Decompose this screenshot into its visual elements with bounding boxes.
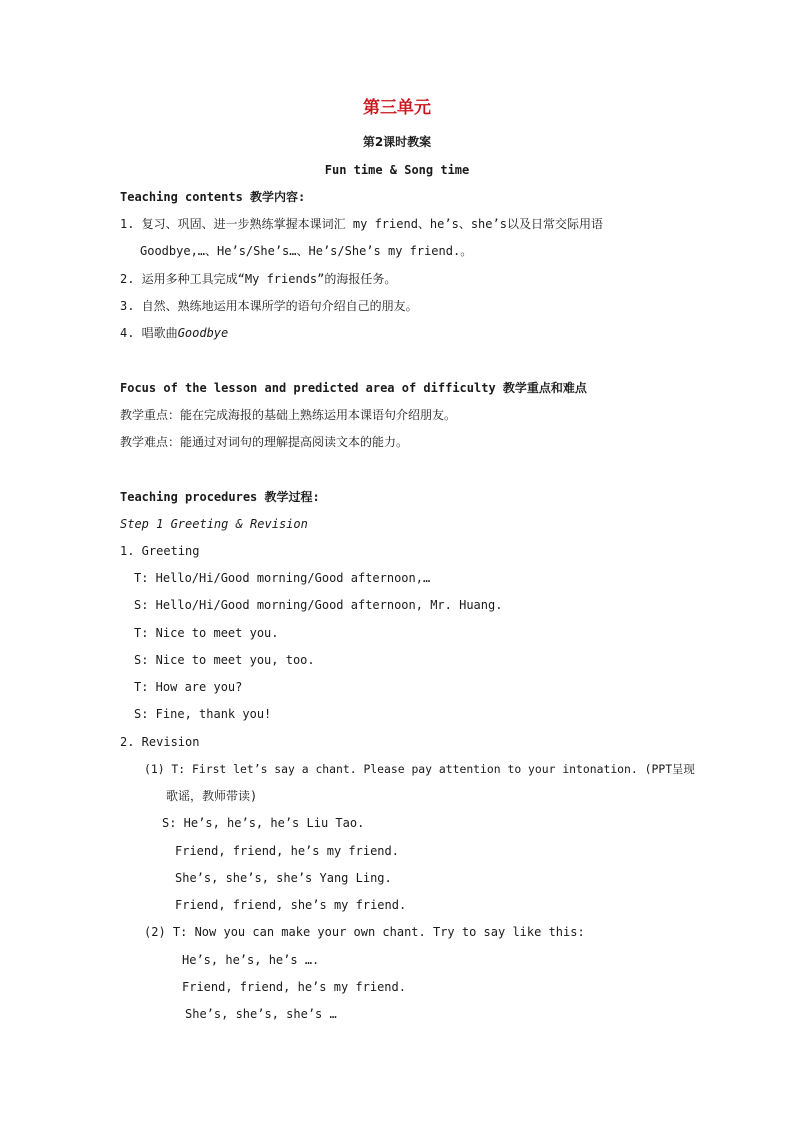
focus-heading: Focus of the lesson and predicted area of difficulty 教学重点和难点 xyxy=(120,381,587,395)
contents-item-4 xyxy=(120,325,228,341)
procedures-heading: Teaching procedures 教学过程: xyxy=(120,490,320,504)
unit-title: 第三单元 xyxy=(363,98,431,118)
greeting-label: 1. Greeting xyxy=(120,544,200,558)
chant-line: S: He’s, he’s, he’s Liu Tao. xyxy=(162,816,365,830)
greeting-line: S: Fine, thank you! xyxy=(134,707,272,721)
step-1-heading: Step 1 Greeting & Revision xyxy=(120,517,308,531)
contents-item-3: 3. 自然、熟练地运用本课所学的语句介绍自己的朋友。 xyxy=(120,299,418,313)
revision-step-2: (2) T: Now you can make your own chant. Try to say like this: xyxy=(144,925,585,939)
contents-heading: Teaching contents 教学内容: xyxy=(120,190,306,204)
greeting-line: T: How are you? xyxy=(134,680,243,694)
focus-difficulty: 教学难点：能通过对词句的理解提高阅读文本的能力。 xyxy=(120,435,409,449)
greeting-line: S: Nice to meet you, too. xyxy=(134,653,315,667)
contents-item-2: 2. 运用多种工具完成“My friends”的海报任务。 xyxy=(120,272,397,286)
focus-key-point: 教学重点：能在完成海报的基础上熟练运用本课语句介绍朋友。 xyxy=(120,408,457,422)
revision-step-1-cont: 歌谣，教师带读) xyxy=(166,789,258,803)
song-title: Goodbye xyxy=(177,326,229,340)
contents-item-1: 1. 复习、巩固、进一步熟练掌握本课词汇 my friend、he’s、she’s以及日常交际用语 xyxy=(120,217,603,231)
own-chant-line: He’s, he’s, he’s …. xyxy=(182,953,320,967)
revision-label: 2. Revision xyxy=(120,735,200,749)
greeting-line: T: Hello/Hi/Good morning/Good afternoon,… xyxy=(134,571,431,585)
chant-line: Friend, friend, he’s my friend. xyxy=(175,844,399,858)
contents-item-1-cont: Goodbye,…、He’s/She’s…、He’s/She’s my friend.。 xyxy=(140,244,473,258)
own-chant-line: Friend, friend, he’s my friend. xyxy=(182,980,406,994)
greeting-line: T: Nice to meet you. xyxy=(134,626,279,640)
lesson-subtitle: 第2课时教案 xyxy=(362,135,432,149)
chant-line: She’s, she’s, she’s Yang Ling. xyxy=(175,871,392,885)
lesson-name: Fun time & Song time xyxy=(324,163,470,177)
greeting-line: S: Hello/Hi/Good morning/Good afternoon, Mr. Huang. xyxy=(134,598,503,612)
item-4-prefix: 4. 唱歌曲 xyxy=(120,326,178,340)
own-chant-line: She’s, she’s, she’s … xyxy=(185,1007,337,1021)
revision-step-1: (1) T: First let’s say a chant. Please pay attention to your intonation. (PPT呈现 xyxy=(144,762,695,776)
chant-line: Friend, friend, she’s my friend. xyxy=(175,898,407,912)
